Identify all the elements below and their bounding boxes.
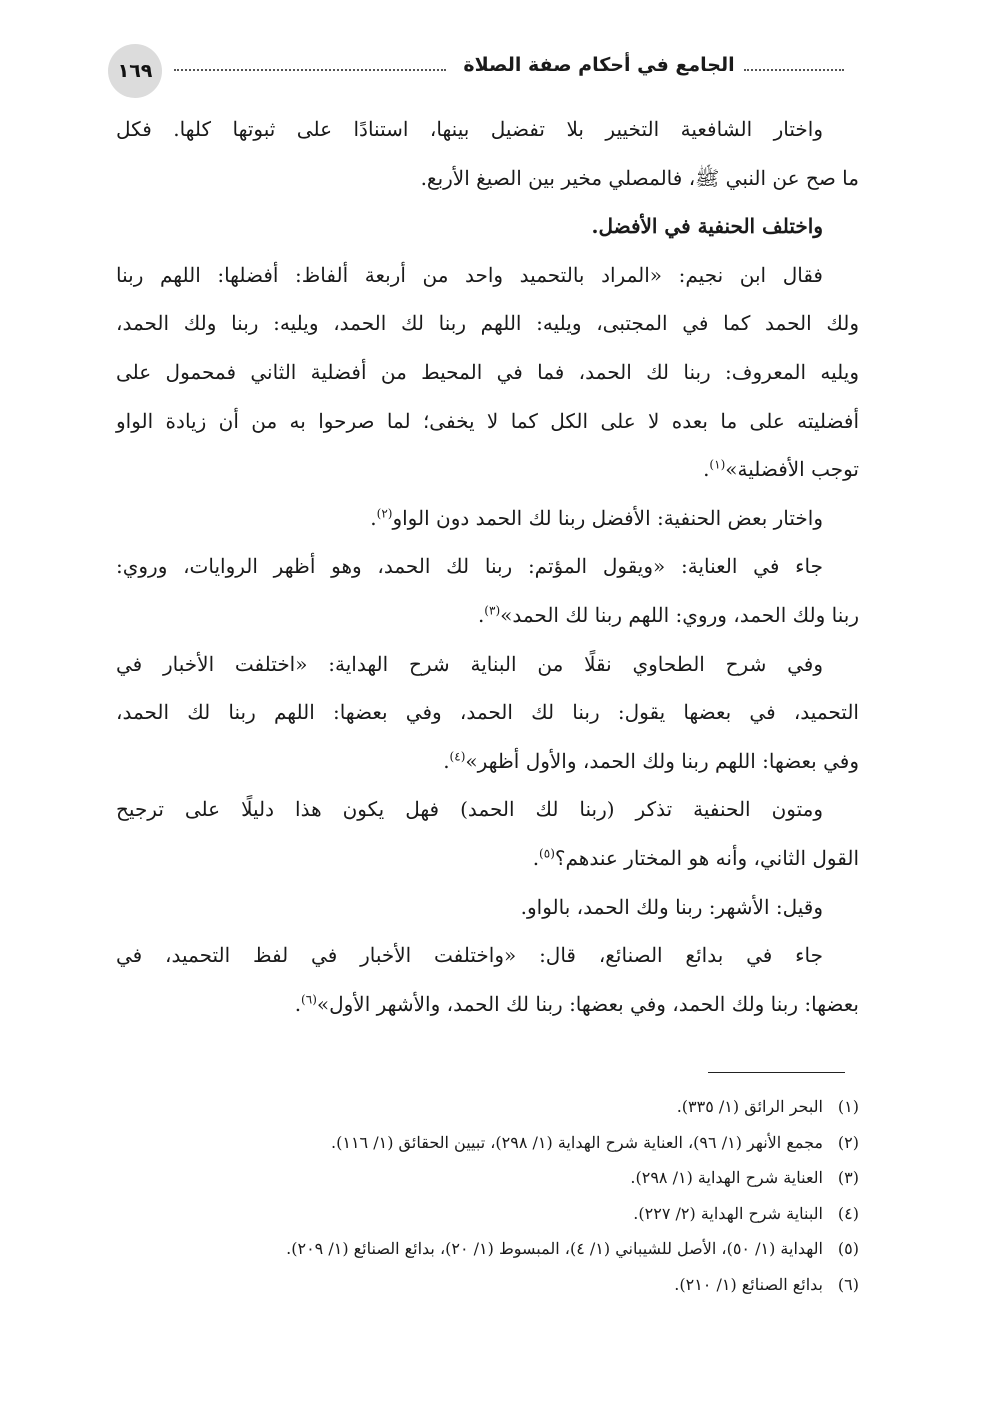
footnote-number: (٣)	[837, 1168, 859, 1187]
punctuation: .	[370, 506, 377, 530]
footnote-item	[286, 1234, 859, 1264]
footnote-number: (٥)	[837, 1239, 859, 1258]
footnote-item	[633, 1199, 859, 1229]
body-line-text: التحميد، في بعضها يقول: ربنا لك الحمد، وفي بعضها: اللهم ربنا لك الحمد،	[116, 700, 859, 724]
body-line-text: جاء في بدائع الصنائع، قال: «واختلفت الأخبار في لفظ التحميد، في	[116, 943, 823, 967]
body-line	[116, 545, 859, 587]
body-line	[421, 157, 859, 199]
header-dotted-leader	[744, 69, 844, 71]
punctuation: .	[294, 992, 302, 1016]
footnote-marker: (٥)	[539, 846, 555, 861]
body-line-text: واختلف الحنفية في الأفضل.	[591, 214, 823, 238]
footnote-text: البحر الرائق (١/ ٣٣٥).	[676, 1097, 823, 1116]
body-line-text: جاء في العناية: «ويقول المؤتم: ربنا لك الحمد، وهو أظهر الروايات، وروي:	[116, 554, 823, 578]
footnote-item	[630, 1163, 859, 1193]
body-line-text: وفي بعضها: اللهم ربنا ولك الحمد، والأول أظهر»	[465, 749, 859, 773]
footnote-marker: (١)	[709, 457, 726, 472]
body-line-text: ويليه المعروف: ربنا لك الحمد، فما في المحيط من أفضلية الثاني فمحمول على	[116, 360, 859, 384]
body-line	[116, 400, 859, 442]
running-header	[108, 44, 844, 98]
body-line	[703, 448, 859, 490]
footnote-marker: (٢)	[376, 506, 393, 521]
footnote-number: (٤)	[837, 1204, 859, 1223]
punctuation: .	[477, 603, 485, 627]
body-line-text: أفضليته على ما بعده لا على الكل كما لا يخفى؛ لما صرحوا به من أن زيادة الواو	[116, 409, 859, 433]
footnote-marker: (٦)	[301, 992, 317, 1007]
footnote-text: العناية شرح الهداية (١/ ٢٩٨).	[630, 1168, 823, 1187]
body-line	[443, 740, 859, 782]
body-line-text: فقال ابن نجيم: «المراد بالتحميد واحد من أربعة ألفاظ: أفضلها: اللهم ربنا	[116, 263, 823, 287]
body-line-text: وفي شرح الطحاوي نقلًا من البناية شرح الهداية: «اختلفت الأخبار في	[116, 652, 823, 676]
footnote-text: البناية شرح الهداية (٢/ ٢٢٧).	[633, 1204, 823, 1223]
body-line	[116, 108, 859, 150]
body-line	[116, 691, 859, 733]
body-line-text: وقيل: الأشهر: ربنا ولك الحمد، بالواو.	[520, 895, 823, 919]
body-line-text: القول الثاني، وأنه هو المختار عندهم؟	[554, 846, 859, 870]
body-line	[295, 983, 859, 1025]
body-line	[591, 205, 859, 247]
footnote-marker: (٣)	[484, 603, 501, 618]
footnote-text: بدائع الصنائع (١/ ٢١٠).	[674, 1275, 823, 1294]
footnote-item	[674, 1270, 859, 1300]
body-line	[478, 594, 859, 636]
body-line	[533, 837, 859, 879]
footnote-separator	[708, 1072, 845, 1073]
body-line-text: واختار الشافعية التخيير بلا تفضيل بينها، استنادًا على ثبوتها كلها. فكل	[116, 117, 823, 141]
body-line	[521, 886, 859, 928]
body-line-text: ومتون الحنفية تذكر (ربنا لك الحمد) فهل يكون هذا دليلًا على ترجيح	[116, 797, 823, 821]
footnote-marker: (٤)	[449, 749, 466, 764]
body-line-text: بعضها: ربنا ولك الحمد، وفي بعضها: ربنا لك الحمد، والأشهر الأول»	[316, 992, 859, 1016]
footnote-text: الهداية (١/ ٥٠)، الأصل للشيباني (١/ ٤)، المبسوط (١/ ٢٠)، بدائع الصنائع (١/ ٢٠٩).	[286, 1239, 823, 1258]
body-line	[116, 788, 859, 830]
header-dotted-leader	[174, 69, 446, 71]
footnote-item	[331, 1128, 859, 1158]
body-line	[116, 351, 859, 393]
body-line-text: واختار بعض الحنفية: الأفضل ربنا لك الحمد دون الواو	[392, 506, 823, 530]
body-line	[116, 302, 859, 344]
body-line-text: توجب الأفضلية»	[725, 457, 859, 481]
punctuation: .	[443, 749, 450, 773]
page-number-badge: ١٦٩	[108, 44, 162, 98]
body-line-text: ربنا ولك الحمد، وروي: اللهم ربنا لك الحمد»	[500, 603, 859, 627]
footnote-number: (٦)	[837, 1275, 859, 1294]
footnote-text: مجمع الأنهر (١/ ٩٦)، العناية شرح الهداية (١/ ٢٩٨)، تبيين الحقائق (١/ ١١٦).	[331, 1133, 823, 1152]
body-line	[116, 254, 859, 296]
running-title: الجامع في أحكام صفة الصلاة	[463, 54, 735, 76]
body-line	[116, 643, 859, 685]
body-line	[370, 497, 859, 539]
body-line	[116, 934, 859, 976]
footnote-number: (١)	[837, 1097, 859, 1116]
punctuation: .	[532, 846, 540, 870]
footnote-item	[677, 1092, 859, 1122]
footnote-number: (٢)	[837, 1133, 859, 1152]
body-line-text: ما صح عن النبي ﷺ، فالمصلي مخير بين الصيغ الأربع.	[420, 166, 859, 190]
body-line-text: ولك الحمد كما في المجتبى، ويليه: اللهم ربنا لك الحمد، ويليه: ربنا ولك الحمد،	[116, 311, 859, 335]
punctuation: .	[703, 457, 710, 481]
